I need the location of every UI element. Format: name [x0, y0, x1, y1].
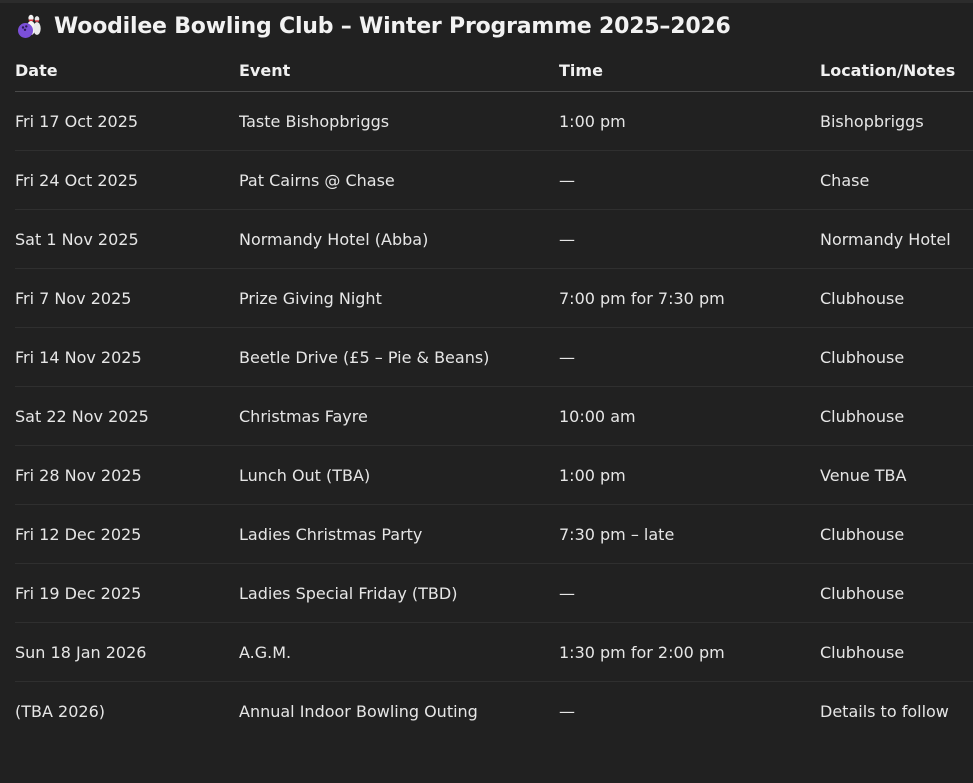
title-text: Woodilee Bowling Club – Winter Programme 2025–2026 — [54, 13, 731, 39]
programme-table — [15, 49, 973, 740]
cell-event: A.G.M. — [239, 623, 559, 682]
cell-event: Ladies Special Friday (TBD) — [239, 564, 559, 623]
table-row — [15, 269, 973, 328]
cell-event: Prize Giving Night — [239, 269, 559, 328]
table-row — [15, 92, 973, 151]
cell-date: Fri 19 Dec 2025 — [15, 564, 239, 623]
top-divider — [0, 0, 973, 3]
column-header-location: Location/Notes — [820, 49, 973, 92]
cell-date: Fri 24 Oct 2025 — [15, 151, 239, 210]
cell-date: Fri 14 Nov 2025 — [15, 328, 239, 387]
cell-date: (TBA 2026) — [15, 701, 105, 721]
cell-event: Taste Bishopbriggs — [239, 92, 559, 151]
cell-event: Christmas Fayre — [239, 387, 559, 446]
cell-location: Clubhouse — [820, 564, 973, 623]
cell-location: Details to follow — [820, 701, 949, 721]
table-row — [15, 151, 973, 210]
column-header-date: Date — [15, 49, 239, 92]
cell-time: — — [559, 210, 820, 269]
cell-event: Pat Cairns @ Chase — [239, 151, 559, 210]
table-header-row — [15, 49, 973, 92]
cell-location: Clubhouse — [820, 623, 973, 682]
cell-time: 1:30 pm for 2:00 pm — [559, 623, 820, 682]
page-title — [17, 11, 731, 41]
cell-date: Fri 17 Oct 2025 — [15, 92, 239, 151]
cell-time: — — [559, 151, 820, 210]
cell-time: — — [559, 701, 575, 721]
cell-time: 7:00 pm for 7:30 pm — [559, 269, 820, 328]
cell-date: Sat 22 Nov 2025 — [15, 387, 239, 446]
cell-event: Normandy Hotel (Abba) — [239, 210, 559, 269]
cell-event: Beetle Drive (£5 – Pie & Beans) — [239, 328, 559, 387]
cell-time: 1:00 pm — [559, 446, 820, 505]
cell-time: — — [559, 564, 820, 623]
cell-event: Ladies Christmas Party — [239, 505, 559, 564]
cell-location: Venue TBA — [820, 446, 973, 505]
cell-location: Clubhouse — [820, 328, 973, 387]
cell-date: Sun 18 Jan 2026 — [15, 623, 239, 682]
cell-date: Fri 7 Nov 2025 — [15, 269, 239, 328]
cell-event: Lunch Out (TBA) — [239, 446, 559, 505]
table-row — [15, 623, 973, 682]
table-row — [15, 505, 973, 564]
cell-time: 1:00 pm — [559, 92, 820, 151]
cell-event: Annual Indoor Bowling Outing — [239, 701, 478, 721]
cell-date: Fri 28 Nov 2025 — [15, 446, 239, 505]
table-row — [15, 328, 973, 387]
cell-location: Bishopbriggs — [820, 92, 973, 151]
cell-time: 7:30 pm – late — [559, 505, 820, 564]
column-header-time: Time — [559, 49, 820, 92]
table-row — [15, 210, 973, 269]
cell-time: 10:00 am — [559, 387, 820, 446]
cell-location: Normandy Hotel — [820, 210, 973, 269]
table-row — [15, 682, 973, 741]
table-row — [15, 387, 973, 446]
cell-date: Fri 12 Dec 2025 — [15, 505, 239, 564]
cell-location: Clubhouse — [820, 269, 973, 328]
table-row — [15, 446, 973, 505]
cell-location: Clubhouse — [820, 505, 973, 564]
cell-time: — — [559, 328, 820, 387]
cell-location: Chase — [820, 151, 973, 210]
bowling-icon — [17, 13, 45, 39]
column-header-event: Event — [239, 49, 559, 92]
table-row — [15, 564, 973, 623]
cell-location: Clubhouse — [820, 387, 973, 446]
cell-date: Sat 1 Nov 2025 — [15, 210, 239, 269]
